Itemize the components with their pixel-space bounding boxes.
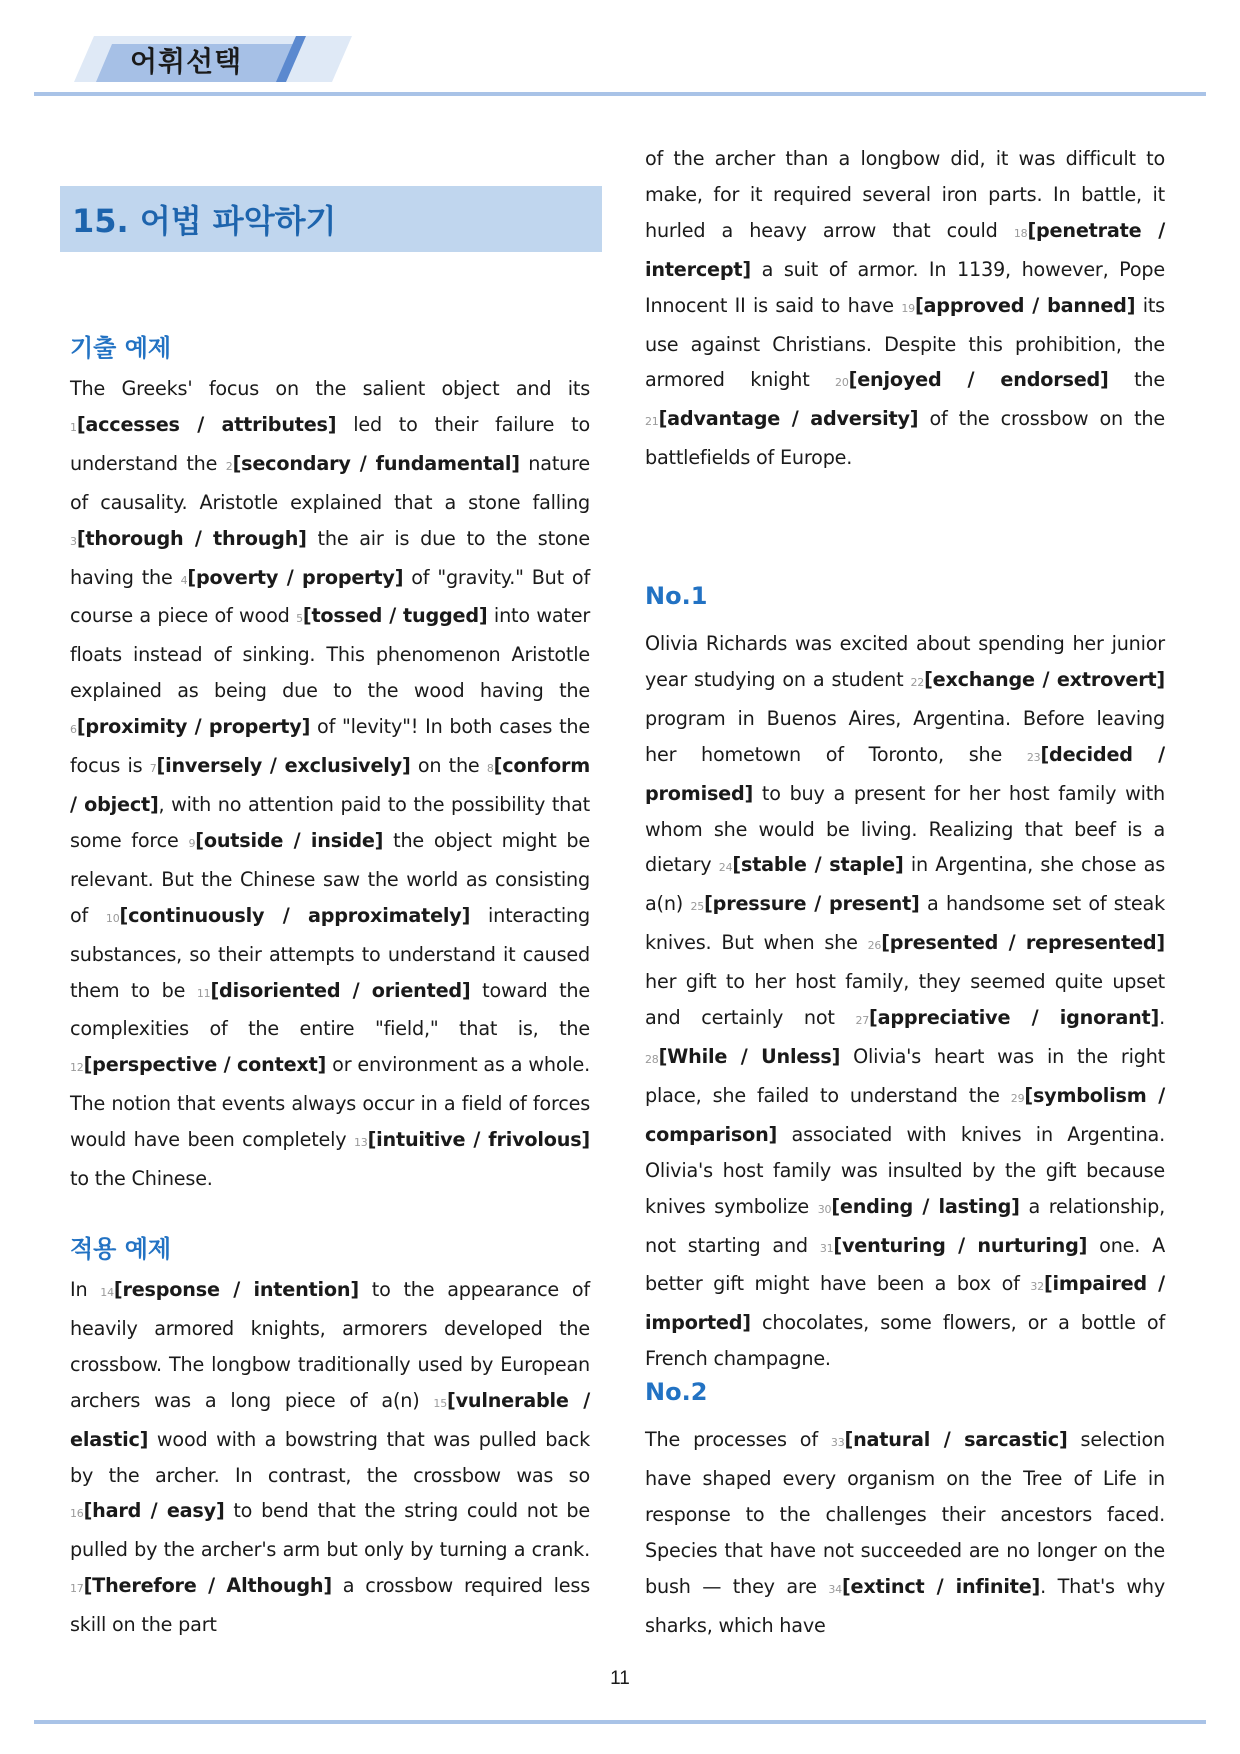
word-choice: [response / intention]: [113, 1278, 359, 1301]
question-number: 1: [70, 420, 77, 434]
word-choice: [advantage / adversity]: [658, 407, 919, 431]
heading-application: 적용 예제: [70, 1235, 172, 1263]
question-number: 6: [70, 723, 77, 737]
question-number: 18: [1013, 226, 1028, 240]
word-choice: [outside / inside]: [195, 828, 384, 852]
passage-no2: The processes of 33[natural / sarcastic] selection have shaped every organism on the Tree of Life in response to the challenges their ancestors faced. Species that have not succeeded are no longer on the bush — they are 34[extinct / infinite]. That's why sharks, which have: [645, 1428, 1165, 1637]
passage-application: In 14[response / intention] to the appearance of heavily armored knights, armorers developed the crossbow. The longbow traditionally used by European archers was a long piece of a(n) 15[vulnerable / elastic] wood with a bowstring that was pulled back by the archer. In contrast, the crossbow was so 16[hard / easy] to bend that the string could not be pulled by the archer's arm but only by turning a crank. 17[Therefore / Although] a crossbow required less skill on the part: [70, 1278, 591, 1637]
word-choice: [While / Unless]: [658, 1044, 841, 1068]
passage-application-continued: of the archer than a longbow did, it was difficult to make, for it required several iron parts. In battle, it hurled a heavy arrow that could 18[penetrate / intercept] a suit of armor. In 1139, however, Pope Innocent II is said to have 19[approved / banned] its use against Christians. Despite this prohibition, the armored knight 20[enjoyed / endorsed] the 21[advantage / adversity] of the crossbow on the battlefields of Europe.: [645, 147, 1165, 470]
question-number: 8: [486, 762, 494, 776]
word-choice: [decided / promised]: [645, 742, 1165, 805]
heading-no2: No.2: [645, 1378, 708, 1406]
question-number: 3: [70, 534, 77, 548]
word-choice: [exchange / extrovert]: [924, 667, 1165, 691]
question-number: 4: [180, 573, 188, 587]
word-choice: [appreciative / ignorant]: [869, 1006, 1160, 1030]
word-choice: [disoriented / oriented]: [210, 978, 471, 1002]
passage-past-exam: The Greeks' focus on the salient object and its 1[accesses / attributes] led to their failure to understand the 2[secondary / fundamental] nature of causality. Aristotle explained that a stone falling 3[thorough / through] the air is due to the stone having the 4[poverty / property] of "gravity." But of course a piece of wood 5[tossed / tugged] into water floats instead of sinking. This phenomenon Aristotle explained as being due to the wood having the 6[proximity / property] of "levity"! In both cases the focus is 7[inversely / exclusively] on the 8[conform / object], with no attention paid to the possibility that some force 9[outside / inside] the object might be relevant. But the Chinese saw the world as consisting of 10[continuously / approximately] interacting substances, so their attempts to understand it caused them to be 11[disoriented / oriented] toward the complexities of the entire "field," that is, the 12[perspective / context] or environment as a whole. The notion that events always occur in a field of forces would have been completely 13[intuitive / frivolous] to the Chinese.: [70, 377, 591, 1191]
word-choice: [tossed / tugged]: [302, 604, 488, 628]
word-choice: [stable / staple]: [732, 853, 904, 877]
question-number: 5: [296, 612, 303, 626]
heading-no1: No.1: [645, 582, 708, 610]
word-choice: [penetrate / intercept]: [645, 218, 1165, 281]
word-choice: [thorough / through]: [76, 526, 307, 550]
question-number: 33: [830, 1436, 845, 1449]
question-number: 11: [196, 986, 211, 1000]
word-choice: [symbolism / comparison]: [645, 1083, 1165, 1146]
question-number: 20: [835, 376, 849, 390]
question-number: 17: [70, 1582, 84, 1596]
question-number: 22: [910, 675, 925, 689]
question-number: 14: [100, 1286, 114, 1299]
question-number: 7: [149, 762, 157, 776]
word-choice: [extinct / infinite]: [841, 1574, 1041, 1598]
word-choice: [enjoyed / endorsed]: [848, 368, 1109, 392]
question-number: 9: [188, 836, 196, 850]
question-number: 34: [828, 1582, 842, 1596]
heading-past-exam: 기출 예제: [70, 334, 172, 362]
question-number: 15: [433, 1396, 447, 1410]
word-choice: [pressure / present]: [704, 892, 920, 916]
word-choice: [proximity / property]: [76, 715, 311, 739]
word-choice: [presented / represented]: [881, 931, 1165, 955]
question-number: 28: [645, 1052, 659, 1066]
word-choice: [poverty / property]: [187, 565, 404, 589]
question-number: 25: [690, 900, 705, 914]
question-number: 10: [105, 911, 120, 925]
word-choice: [conform / object]: [70, 754, 591, 816]
question-number: 13: [353, 1136, 368, 1150]
word-choice: [inversely / exclusively]: [156, 754, 411, 778]
question-number: 23: [1026, 750, 1041, 764]
question-number: 16: [70, 1507, 84, 1521]
question-number: 27: [855, 1014, 870, 1028]
question-number: 29: [1010, 1091, 1025, 1105]
question-number: 30: [817, 1202, 832, 1216]
passage-no1: Olivia Richards was excited about spending her junior year studying on a student 22[exchange / extrovert] program in Buenos Aires, Argentina. Before leaving her hometown of Toronto, she 23[decided / promised] to buy a present for her host family with whom she would be living. Realizing that beef is a dietary 24[stable / staple] in Argentina, she chose as a(n) 25[pressure / present] a handsome set of steak knives. But when she 26[presented / represented] her gift to her host family, they seemed quite upset and certainly not 27[appreciative / ignorant]. 28[While / Unless] Olivia's heart was in the right place, she failed to understand the 29[symbolism / comparison] associated with knives in Argentina. Olivia's host family was insulted by the gift because knives symbolize 30[ending / lasting] a relationship, not starting and 31[venturing / nurturing] one. A better gift might have been a box of 32[impaired / imported] chocolates, some flowers, or a bottle of French champagne.: [645, 632, 1166, 1371]
question-number: 26: [867, 939, 882, 953]
word-choice: [natural / sarcastic]: [844, 1428, 1068, 1451]
header-divider: [34, 92, 1206, 96]
footer-divider: [34, 1720, 1206, 1724]
question-number: 24: [718, 861, 733, 875]
section-title: 15. 어법 파악하기: [72, 202, 337, 240]
question-number: 19: [901, 301, 915, 315]
word-choice: [ending / lasting]: [831, 1194, 1020, 1218]
word-choice: [continuously / approximately]: [119, 903, 471, 927]
word-choice: [vulnerable / elastic]: [70, 1388, 591, 1451]
question-number: 21: [645, 415, 659, 429]
question-number: 32: [1030, 1280, 1044, 1294]
word-choice: [hard / easy]: [83, 1499, 225, 1523]
word-choice: [approved / banned]: [914, 293, 1136, 317]
question-number: 12: [70, 1061, 84, 1075]
header-title: 어휘선택: [130, 45, 243, 78]
word-choice: [venturing / nurturing]: [833, 1233, 1088, 1257]
word-choice: [Therefore / Although]: [83, 1574, 332, 1598]
word-choice: [secondary / fundamental]: [232, 451, 520, 475]
word-choice: [accesses / attributes]: [76, 412, 337, 436]
question-number: 2: [225, 459, 233, 473]
word-choice: [perspective / context]: [83, 1053, 327, 1077]
word-choice: [intuitive / frivolous]: [367, 1128, 590, 1152]
word-choice: [impaired / imported]: [645, 1272, 1165, 1335]
page-number: 11: [610, 1668, 630, 1689]
question-number: 31: [819, 1241, 834, 1255]
